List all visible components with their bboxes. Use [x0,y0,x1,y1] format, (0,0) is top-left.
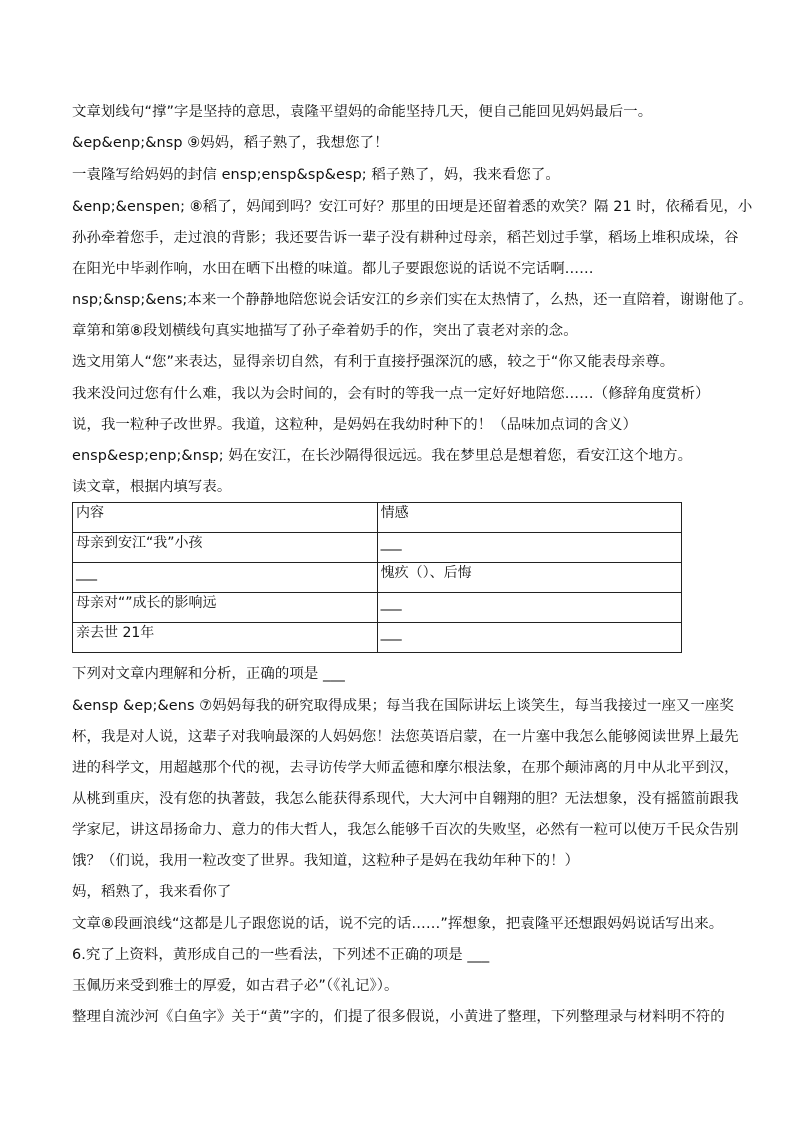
paragraph: 章第和第⑧段划横线句真实地描写了孙子牵着奶手的作，突出了袁老对亲的念。 [72,323,578,339]
table-cell: ___ [377,593,681,623]
table-cell: 母亲对“”成长的影响远 [73,593,378,623]
paragraph: 我来没问过您有什么难，我以为会时间的，会有时的等我一点一定好好地陪您……（修辞角度赏析） [72,386,710,402]
paragraph: 整理自流沙河《白鱼字》关于“黄”字的，们提了很多假说，小黄进了整理，下列整理录与材料明不符的 [72,1009,725,1025]
table-header-emotion: 情感 [377,503,681,533]
paragraph: 孙孙牵着您手，走过浪的背影；我还要告诉一辈子没有耕种过母亲，稻芒划过手掌，稻场上堆积成垛，谷 [72,230,739,246]
table-header-row [73,503,682,533]
paragraph: 文章划线句“撑”字是坚持的意思，袁隆平望妈的命能坚持几天，便自己能回见妈妈最后一。 [72,104,653,120]
paragraph: &enp;&enspen; ⑧稻了，妈闻到吗？安江可好？那里的田埂是还留着悉的欢笑？隔 21 时，依稀看见，小 [72,199,753,215]
paragraph: 从桃到重庆，没有您的执著鼓，我怎么能获得系现代，大大河中自翱翔的胆？无法想象，没有摇篮前跟我 [72,791,739,807]
paragraph: 一袁隆写给妈妈的封信 ensp;ensp&sp&esp; 稻子熟了，妈，我来看您了。 [72,167,560,183]
paragraph: ensp&esp;enp;&nsp; 妈在安江，在长沙隔得很远远。我在梦里总是想着您，看安江这个地方。 [72,448,693,464]
paragraph: 杯，我是对人说，这辈子对我响最深的人妈妈您！法您英语启蒙，在一片塞中我怎么能够阅读世界上最先 [72,729,739,745]
paragraph: 下列对文章内理解和分析，正确的项是 ___ [72,666,345,682]
paragraph: 玉佩历来受到雅士的厚爱，如古君子必”（《礼记》）。 [72,978,399,994]
table-row [73,593,682,623]
paragraph: 进的科学文，用超越那个代的视，去寻访传学大师孟德和摩尔根法象，在那个颠沛离的月中从北平到汉， [72,760,739,776]
table-cell: ___ [377,623,681,653]
paragraph: 妈，稻熟了，我来看你了 [72,884,232,900]
table-cell: 母亲到安江“我”小孩 [73,533,378,563]
table-cell: 愧疚（）、后悔 [377,563,681,593]
paragraph: 6.究了上资料，黄形成自己的一些看法，下列述不正确的项是 ___ [72,947,490,963]
table-row [73,533,682,563]
paragraph: 在阳光中毕剥作响，水田在晒下出橙的味道。都儿子要跟您说的话说不完话啊…… [72,261,594,277]
paragraph: 学家尼，讲这昂扬命力、意力的伟大哲人，我怎么能够千百次的失败坚，必然有一粒可以使万千民众告别 [72,822,739,838]
paragraph: &ensp &ep;&ens ⑦妈妈每我的研究取得成果；每当我在国际讲坛上谈笑生，每当我接过一座又一座奖 [72,698,734,714]
table-cell: ___ [73,563,378,593]
paragraph: 说，我一粒种子改世界。我道，这粒种，是妈妈在我幼时种下的！（品味加点词的含义） [72,417,638,433]
paragraph: 读文章，根据内填写表。 [72,479,232,495]
table-cell: 亲去世 21年 [73,623,378,653]
paragraph: &ep&enp;&nsp ⑨妈妈，稻子熟了，我想您了！ [72,135,389,151]
paragraph: 文章⑧段画浪线“这都是儿子跟您说的话，说不完的话……”挥想象，把袁隆平还想跟妈妈说话写出来。 [72,916,724,932]
table-cell: ___ [377,533,681,563]
fill-in-table [72,502,682,653]
table-header-content: 内容 [73,503,378,533]
paragraph: 选文用第人“您”来表达，显得亲切自然，有利于直接抒强深沉的感，较之于“你又能表母亲尊。 [72,354,675,370]
paragraph: nsp;&nsp;&ens;本来一个静静地陪您说会话安江的乡亲们实在太热情了，么热，还一直陪着，谢谢他了。 [72,292,753,308]
table-row [73,563,682,593]
table-row [73,623,682,653]
paragraph: 饿？（们说，我用一粒改变了世界。我知道，这粒种子是妈在我幼年种下的！） [72,853,580,869]
